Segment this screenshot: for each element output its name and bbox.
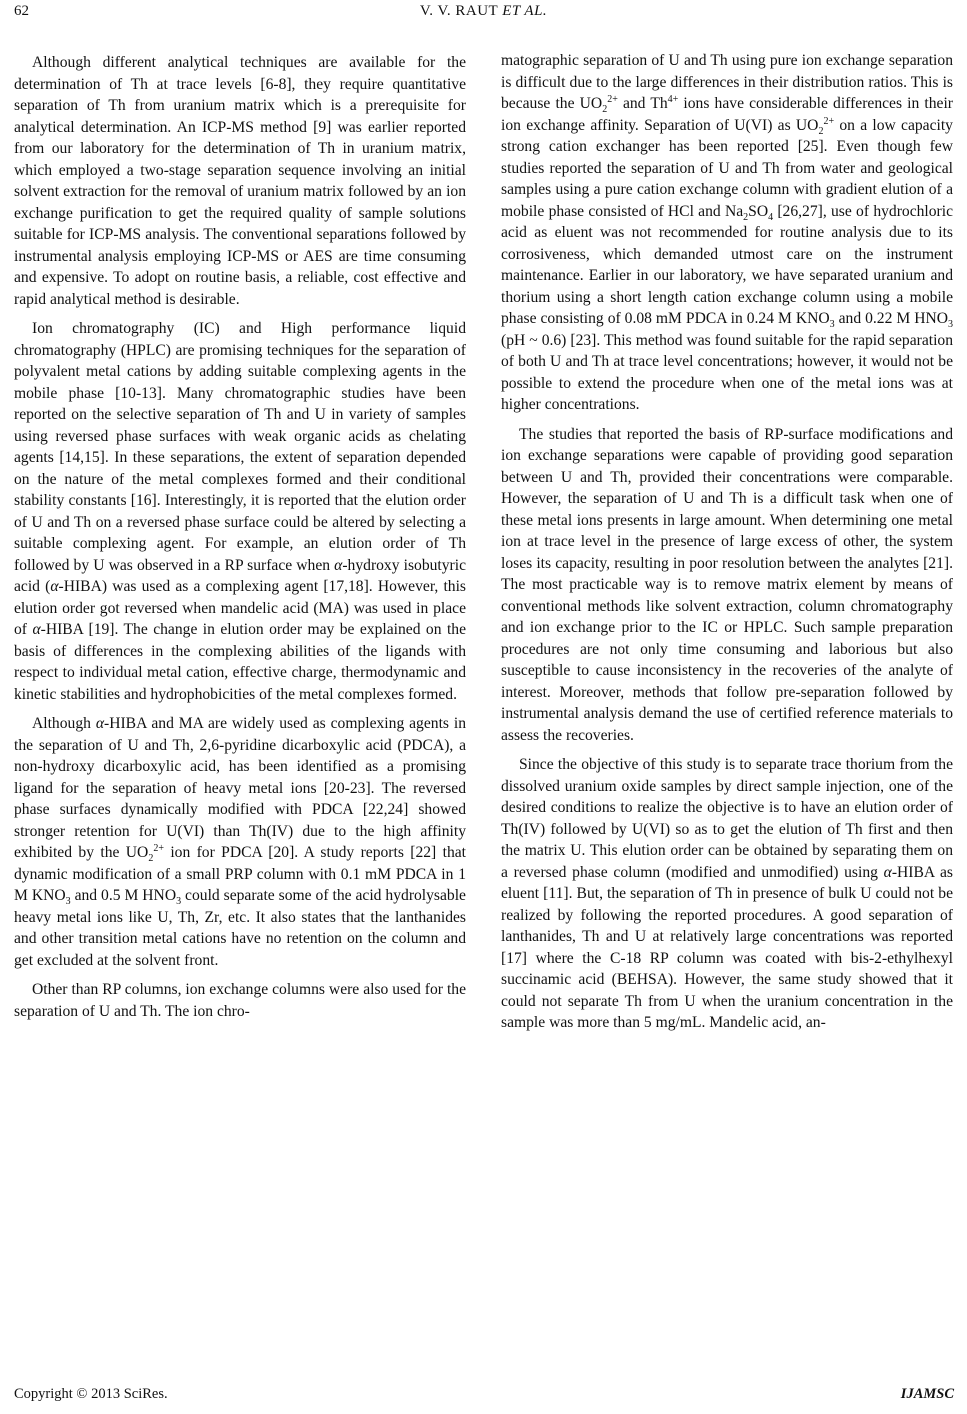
left-column bbox=[14, 52, 466, 1030]
right-column bbox=[501, 50, 953, 1042]
paragraph: matographic separation of U and Th using pure ion exchange separation is difficult due to the large differences in their distribution ratios. This is because the $UO_2^{2+}$ and $Th^{4+}$ ions have considerable differences in their ion exchange affinity. Separation of U(VI) as $UO_2^{2+}$ on a low capacity strong cation exchanger has been reported [25]. Even though few studies reported the separation of U and Th from water and geological samples using a pure cation exchange column with gradient elution of a mobile phase consisted of HCl and $Na_2SO_4$ [26,27], use of hydrochloric acid as eluent was not recommended for routine analysis due to its corrosiveness, which demanded utmost care on the instrument maintenance. Earlier in our laboratory, we have separated uranium and thorium using a short length cation exchange column using a mobile phase consisting of 0.08 mM PDCA in 0.24 M $KNO_3$ and 0.22 M $HNO_3$ (pH ~ 0.6) [23]. This method was found suitable for the rapid separation of both U and Th at trace level concentrations; however, it would not be possible to extend the procedure when one of the metal ions was at higher concentrations. bbox=[501, 52, 953, 413]
paragraph: Although α-HIBA and MA are widely used as complexing agents in the separation of U and Th, 2,6-pyridine dicarboxylic acid (PDCA), a non-hydroxy dicarboxylic acid, has been identified as a promising ligand for the separation of heavy metal ions [20-23]. The reversed phase surfaces dynamically modified with PDCA [22,24] showed stronger retention for U(VI) than Th(IV) due to the high affinity exhibited by the $UO_2^{2+}$ ion for PDCA [20]. A study reports [22] that dynamic modification of a small PRP column with 0.1 mM PDCA in 1 M $KNO_3$ and 0.5 M $HNO_3$ could separate some of the acid hydrolysable heavy metal ions like U, Th, Zr, etc. It also states that the lanthanides and other transition metal cations have no retention on the column and get excluded at the solvent front. bbox=[14, 715, 467, 969]
running-head-etal: ET AL. bbox=[502, 3, 548, 19]
page-number: 62 bbox=[14, 3, 29, 19]
running-head bbox=[0, 3, 967, 20]
page-header bbox=[0, 0, 967, 26]
paragraph: Other than RP columns, ion exchange columns were also used for the separation of U and Th. The ion chro- bbox=[14, 981, 466, 1020]
journal-abbreviation: IJAMSC bbox=[900, 1386, 954, 1402]
paragraph: The studies that reported the basis of RP-surface modifications and ion exchange separations were capable of providing good separation between U and Th, provided their concentrations were comparable. However, the separation of U and Th is a difficult task when one of these metal ions presents in large amount. When determining one metal ion at trace level in the presence of large excess of other, the system loses its capacity, resulting in poor resolution between the analytes [21]. The most practicable way is to remove matrix element by means of conventional methods like solvent extraction, column chromatography and ion exchange prior to the IC or HPLC. Such sample preparation procedures are not only time consuming and laborious but also susceptible to cause inconsistency in the recoveries of the analyte of interest. Moreover, methods that follow pre-separation followed by instrumental analysis demand the use of certified reference materials to assess the recoveries. bbox=[501, 425, 953, 744]
copyright-notice: Copyright © 2013 SciRes. bbox=[14, 1386, 168, 1402]
paragraph: Since the objective of this study is to separate trace thorium from the dissolved uranium oxide samples by direct sample injection, one of the desired conditions to realize the objective is to have an elution order of Th(IV) followed by U(VI) so as to get the elution of Th first and then the matrix U. This elution order can be obtained by separating them on a reversed phase column (modified and unmodified) using α-HIBA as eluent [11]. But, the separation of Th in presence of bulk U could not be realized by following the reported procedures. A good separation of lanthanides, Th and U at relatively large concentrations was reported [17] where the C-18 RP column was coated with bis-2-ethylhexyl succinamic acid (BEHSA). However, the same study showed that it could not separate Th from U when the uranium concentration in the sample was more than 5 mg/mL. Mandelic acid, an- bbox=[501, 756, 953, 1031]
paragraph: Ion chromatography (IC) and High performance liquid chromatography (HPLC) are promising techniques for the separation of polyvalent metal cations by adding suitable complexing agents in the mobile phase [10-13]. Many chromatographic studies have been reported on the selective separation of Th and U in variety of samples using reversed phase surfaces with weak organic acids as chelating agents [14,15]. In these separations, the extent of separation depended on the nature of the metal complexes formed and their conditional stability constants [16]. Interestingly, it is reported that the elution order of U and Th on a reversed phase surface could be altered by selecting a suitable complexing agent. For example, an elution order of Th followed by U was observed in a RP surface when α-hydroxy isobutyric acid (α-HIBA) was used as a complexing agent [17,18]. However, this elution order got reversed when mandelic acid (MA) was used in place of α-HIBA [19]. The change in elution order may be explained on the basis of differences in the complexing abilities of the ligands with respect to individual metal cation, effective charge, thermodynamic and kinetic stabilities and hydrophobicities of the metal complexes formed. bbox=[14, 320, 467, 703]
paragraph: Although different analytical techniques are available for the determination of Th at trace levels [6-8], they require quantitative separation of Th from uranium matrix which is a prerequisite for analytical determination. An ICP-MS method [9] was earlier reported from our laboratory for the determination of Th in uranium matrix, which employed a two-stage separation sequence involving an initial solvent extraction for the removal of uranium matrix followed by an ion exchange purification to get the required quality of sample solutions suitable for ICP-MS analysis. The conventional separations followed by instrumental analysis employing ICP-MS or AES are time consuming and expensive. To adopt on routine basis, a reliable, cost effective and rapid analytical method is desirable. bbox=[14, 54, 466, 308]
page-footer bbox=[14, 1386, 954, 1408]
running-head-authors: V. V. RAUT bbox=[419, 3, 498, 19]
